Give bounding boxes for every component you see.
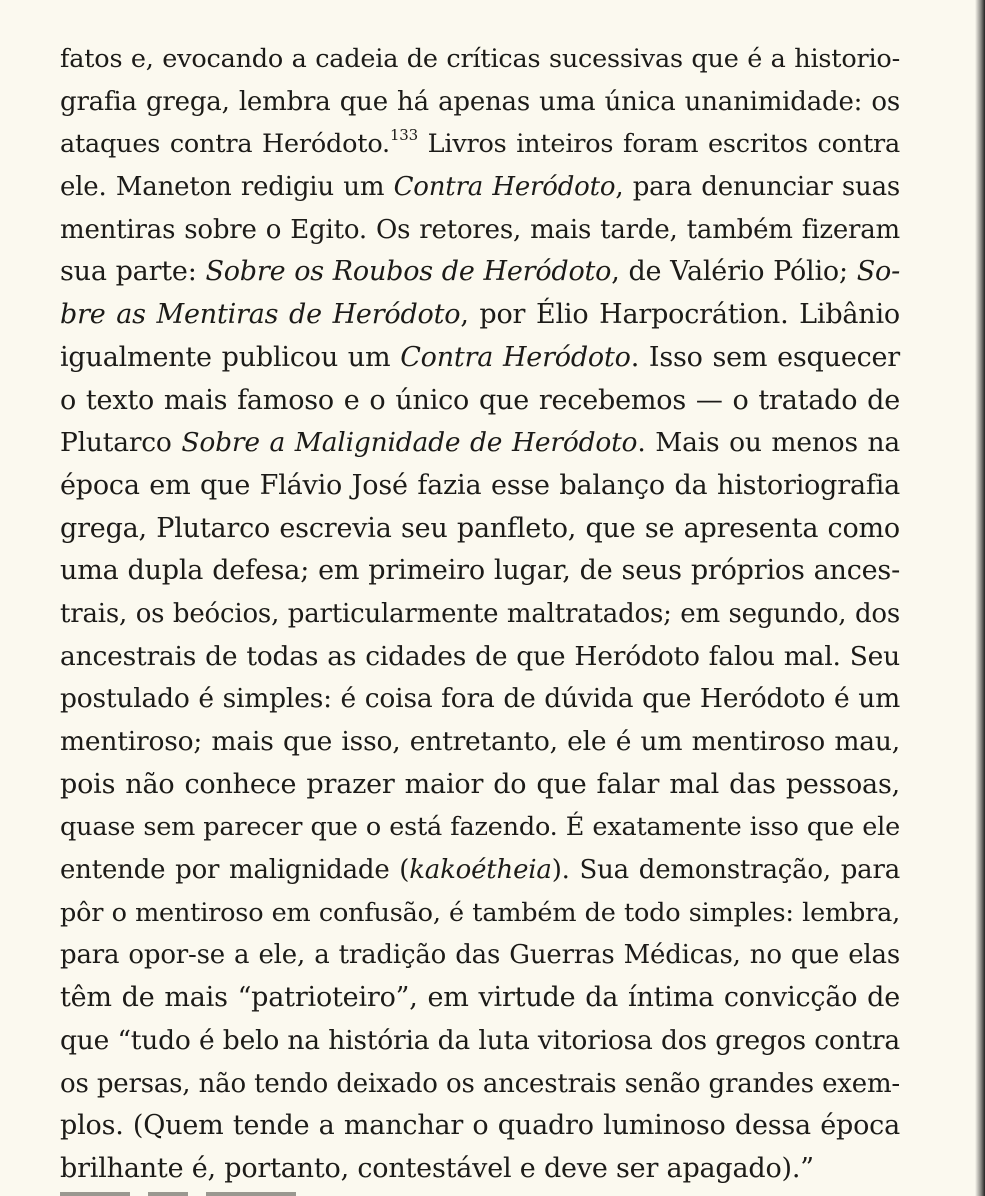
text-segment: o texto mais famoso e o único que recebemos — o tratado de <box>60 384 900 416</box>
text-line <box>60 593 900 636</box>
text-segment: postulado é simples: é coisa fora de dúvida que Heródoto é um <box>60 683 900 715</box>
text-line <box>60 38 900 81</box>
text-line <box>60 508 900 551</box>
text-line <box>60 721 900 764</box>
text-line <box>60 849 900 892</box>
italic-title: kakoétheia <box>409 855 552 886</box>
italic-title: So- <box>856 256 900 288</box>
next-line-fragment <box>60 1186 360 1196</box>
text-segment: grafia grega, lembra que há apenas uma única unanimidade: os <box>60 86 900 117</box>
italic-title: bre as Mentiras de Heródoto <box>60 299 461 331</box>
text-segment: fatos e, evocando a cadeia de críticas sucessivas que é a historio- <box>60 44 900 74</box>
text-segment: mentiroso; mais que isso, entretanto, ele é um mentiroso mau, <box>60 726 900 757</box>
text-line <box>60 1063 900 1106</box>
text-line <box>60 678 900 721</box>
text-line <box>60 294 900 337</box>
text-segment: ataques contra Heródoto. <box>60 129 390 160</box>
text-segment: mentiras sobre o Egito. Os retores, mais tarde, também fizeram <box>60 214 900 245</box>
text-line <box>60 1020 900 1063</box>
text-line <box>60 892 900 935</box>
text-segment: ). Sua demonstração, para <box>551 855 900 886</box>
text-line <box>60 1148 900 1191</box>
text-line <box>60 977 900 1020</box>
text-line <box>60 934 900 977</box>
text-segment: pôr o mentiroso em confusão, é também de todo simples: lembra, <box>60 897 900 928</box>
text-line <box>60 465 900 508</box>
text-line <box>60 806 900 849</box>
text-segment: , de Valério Pólio; <box>611 256 857 288</box>
text-segment: pois não conhece prazer maior do que falar mal das pessoas, <box>60 768 900 800</box>
italic-title: Contra Heródoto <box>400 341 631 373</box>
page-edge-shadow <box>975 0 985 1196</box>
text-line <box>60 380 900 423</box>
text-line <box>60 1105 900 1148</box>
body-text <box>60 38 900 1191</box>
italic-title: Sobre os Roubos de Heródoto <box>205 256 612 288</box>
text-segment: quase sem parecer que o está fazendo. É exatamente isso que ele <box>60 812 900 843</box>
text-segment: . Isso sem esquecer <box>630 341 900 373</box>
text-segment: ancestrais de todas as cidades de que Heródoto falou mal. Seu <box>60 640 900 672</box>
text-segment: grega, Plutarco escrevia seu panfleto, que se apresenta como <box>60 512 900 544</box>
text-segment: têm de mais “patrioteiro”, em virtude da íntima convicção de <box>60 982 900 1014</box>
text-segment: época em que Flávio José fazia esse balanço da historiografia <box>60 469 900 501</box>
text-line <box>60 166 900 209</box>
text-line <box>60 209 900 252</box>
text-segment: . Mais ou menos na <box>637 427 900 459</box>
text-segment: plos. (Quem tende a manchar o quadro luminoso dessa época <box>60 1110 900 1142</box>
text-line <box>60 123 900 166</box>
text-segment: , para denunciar suas <box>615 172 901 203</box>
text-line <box>60 422 900 465</box>
text-segment: trais, os beócios, particularmente maltratados; em segundo, dos <box>60 598 900 629</box>
text-line <box>60 550 900 593</box>
text-segment: Plutarco <box>60 427 182 459</box>
text-line <box>60 337 900 380</box>
italic-title: Sobre a Malignidade de Heródoto <box>181 427 638 459</box>
text-segment: , por Élio Harpocrátion. Libânio <box>460 299 900 331</box>
footnote-ref: 133 <box>389 126 418 145</box>
text-line <box>60 636 900 679</box>
text-segment: Livros inteiros foram escritos contra <box>418 129 900 160</box>
italic-title: Contra Heródoto <box>393 172 616 203</box>
text-segment: para opor-se a ele, a tradição das Guerras Médicas, no que elas <box>60 940 900 971</box>
text-segment: entende por malignidade ( <box>60 855 410 886</box>
text-line <box>60 251 900 294</box>
text-line <box>60 81 900 124</box>
text-segment: sua parte: <box>60 256 206 288</box>
text-segment: igualmente publicou um <box>60 341 401 373</box>
text-segment: brilhante é, portanto, contestável e deve ser apagado).” <box>60 1152 814 1184</box>
text-segment: ele. Maneton redigiu um <box>60 172 394 203</box>
text-segment: que “tudo é belo na história da luta vitoriosa dos gregos contra <box>60 1024 900 1056</box>
text-line <box>60 764 900 807</box>
text-segment: os persas, não tendo deixado os ancestrais senão grandes exem- <box>60 1068 900 1099</box>
text-segment: uma dupla defesa; em primeiro lugar, de seus próprios ances- <box>60 555 900 587</box>
